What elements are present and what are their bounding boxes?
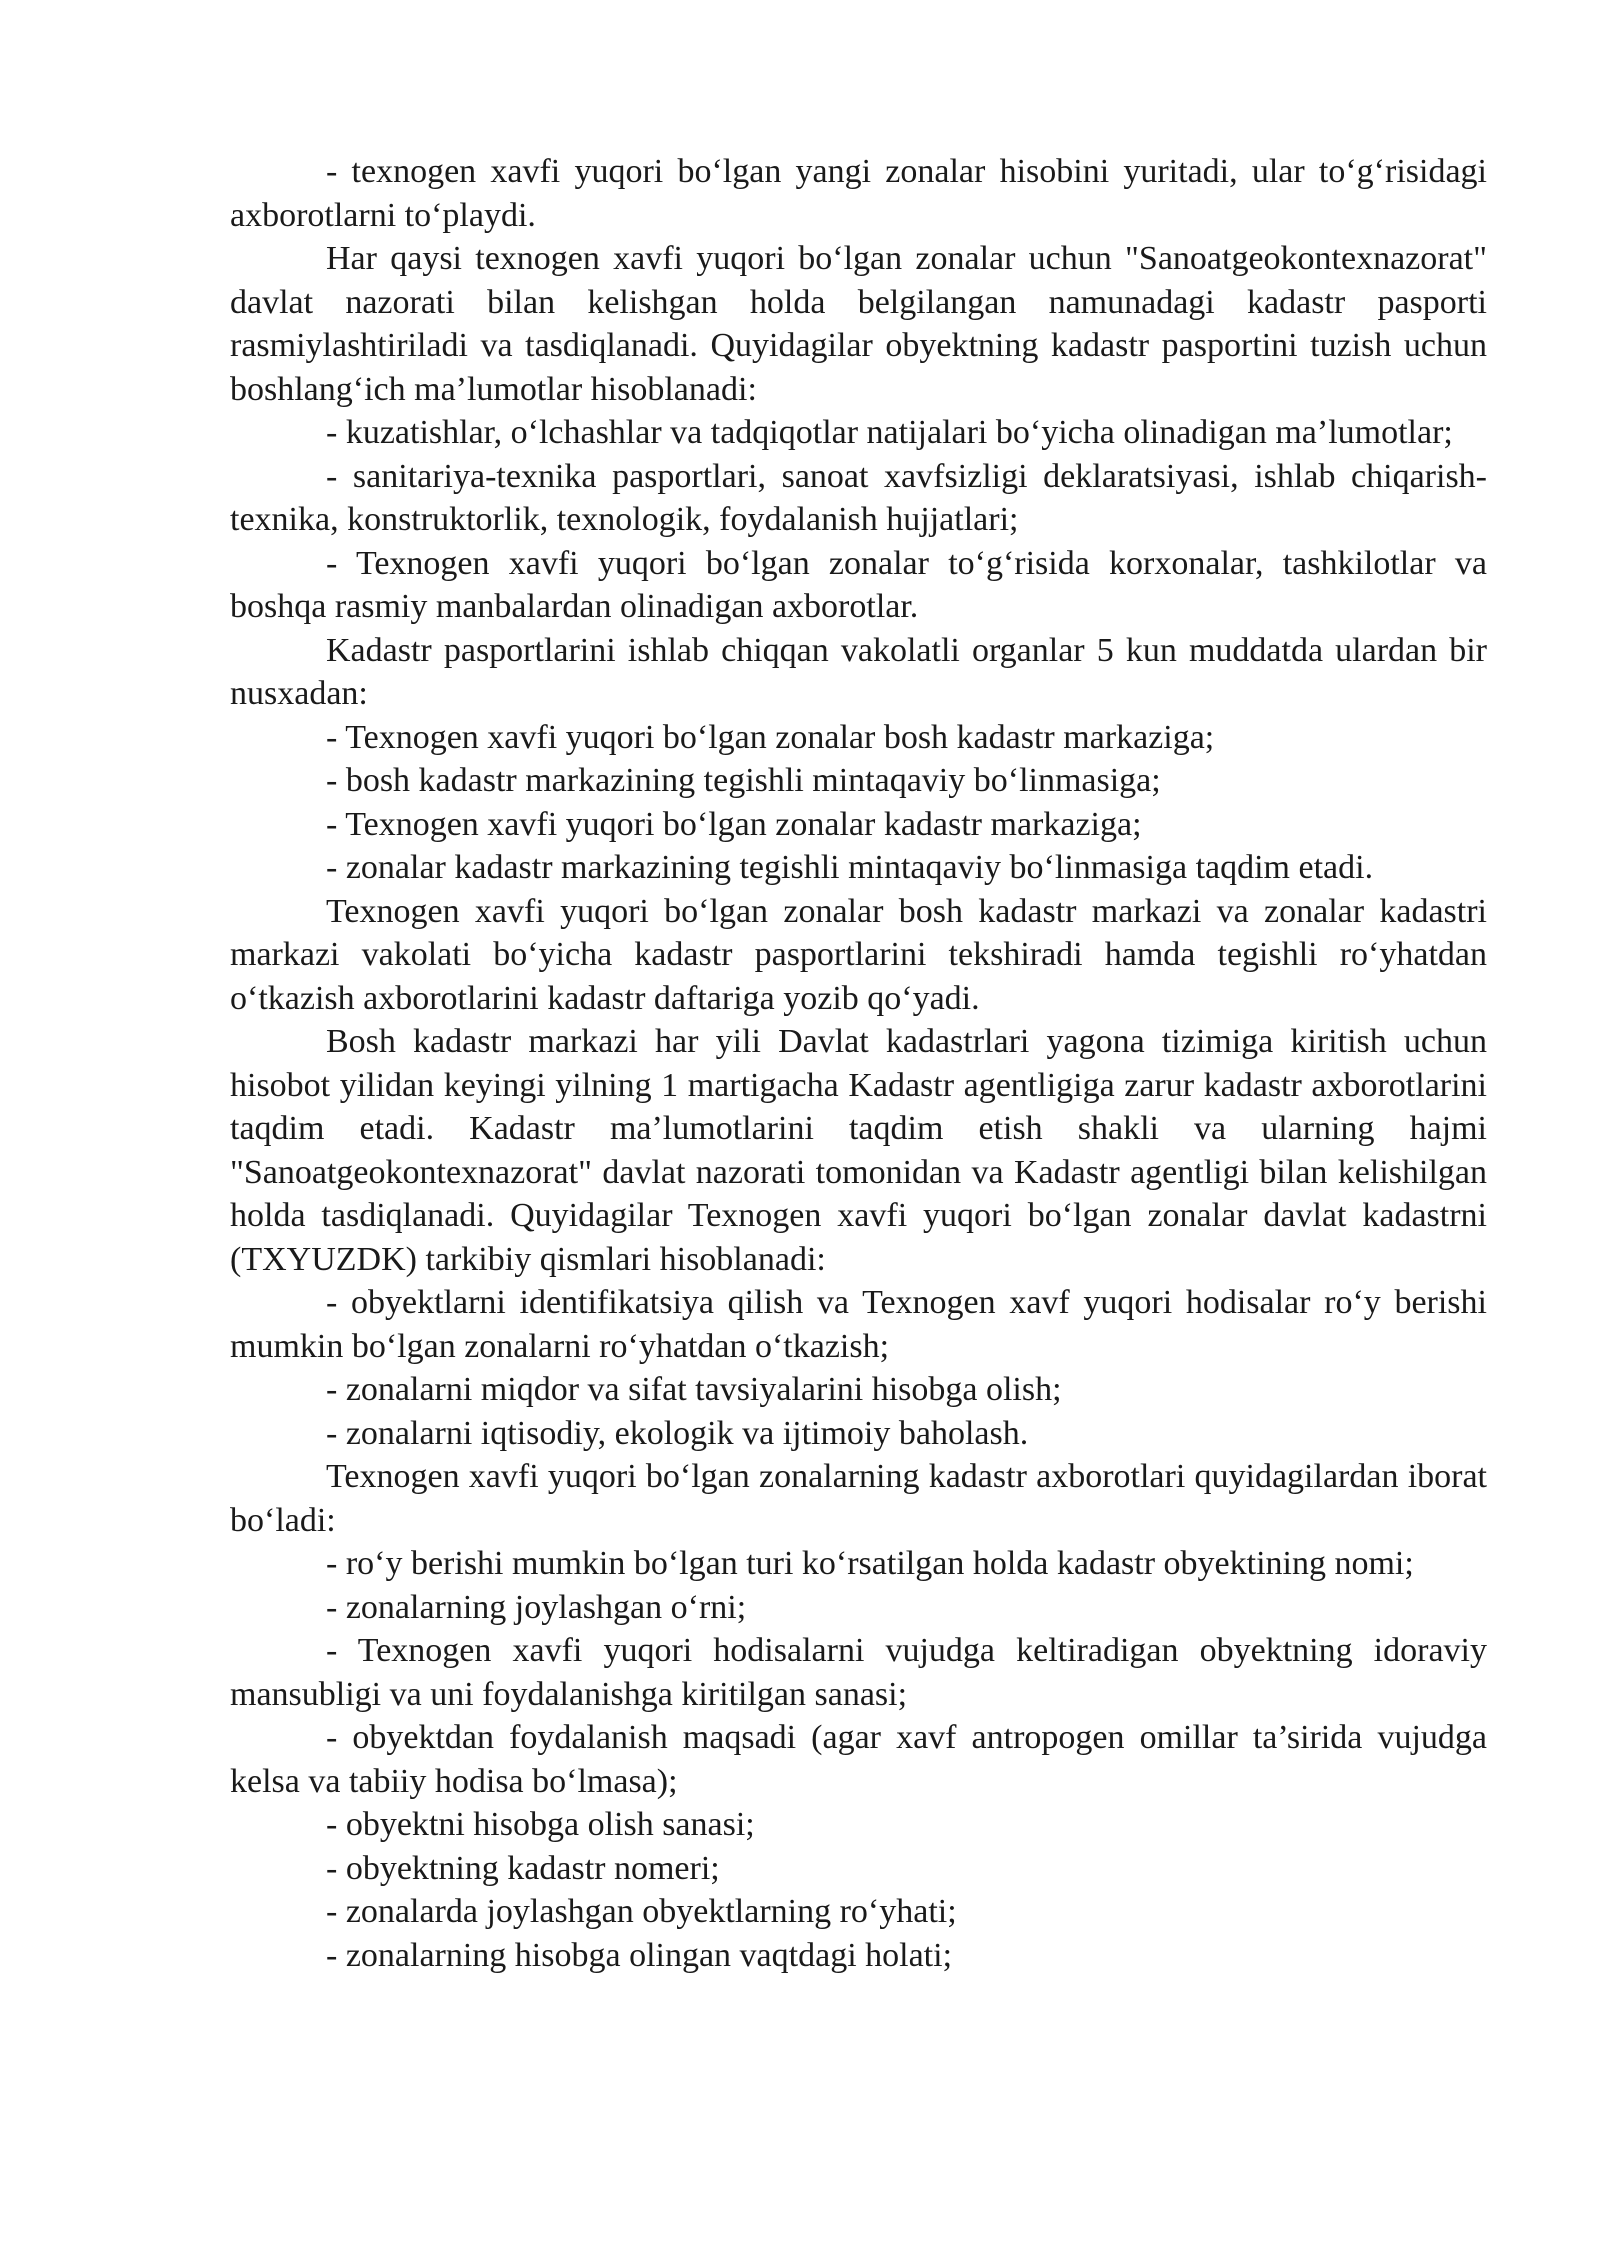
list-item: - zonalarda joylashgan obyektlarning ro‘yhati; — [326, 1893, 957, 1930]
paragraph: Texnogen xavfi yuqori bo‘lgan zonalarning kadastr axborotlari quyidagilardan iborat bo‘ladi: — [230, 1458, 1487, 1539]
list-item: - bosh kadastr markazining tegishli mintaqaviy bo‘linmasiga; — [326, 762, 1161, 799]
paragraph: - texnogen xavfi yuqori bo‘lgan yangi zonalar hisobini yuritadi, ular to‘g‘risidagi axborotlarni to‘playdi. — [230, 153, 1487, 234]
list-item: - zonalarni iqtisodiy, ekologik va ijtimoiy baholash. — [326, 1414, 1029, 1452]
list-item: - zonalarning hisobga olingan vaqtdagi holati; — [326, 1936, 953, 1974]
list-item: - Texnogen xavfi yuqori bo‘lgan zonalar bosh kadastr markaziga; — [326, 718, 1215, 756]
paragraph: Har qaysi texnogen xavfi yuqori bo‘lgan zonalar uchun "Sanoatgeokontexnazorat" davlat nazorati bilan kelishgan holda belgilangan namunadagi kadastr pasporti rasmiylashtiriladi va tasdiqlanadi. Quyidagilar obyektning kadastr pasportini tuzish uchun boshlang‘ich ma’lumotlar hisoblanadi: — [230, 240, 1487, 408]
paragraph: Texnogen xavfi yuqori bo‘lgan zonalar bosh kadastr markazi va zonalar kadastri markazi vakolati bo‘yicha kadastr pasportlarini tekshiradi hamda tegishli ro‘yhatdan o‘tkazish axborotlarini kadastr daftariga yozib qo‘yadi. — [230, 892, 1487, 1017]
paragraph: Bosh kadastr markazi har yili Davlat kadastrlari yagona tizimiga kiritish uchun hisobot yilidan keyingi yilning 1 martigacha Kadastr agentligiga zarur kadastr axborotlarini taqdim etadi. Kadastr ma’lumotlarini taqdim etish shakli va ularning hajmi "Sanoatgeokontexnazorat" davlat nazorati tomonidan va Kadastr agentligi bilan kelishilgan holda tasdiqlanadi. Quyidagilar Texnogen xavfi yuqori bo‘lgan zonalar davlat kadastrni (TXYUZDK) tarkibiy qismlari hisoblanadi: — [230, 1023, 1487, 1278]
list-item: - ro‘y berishi mumkin bo‘lgan turi ko‘rsatilgan holda kadastr obyektining nomi; — [326, 1545, 1414, 1582]
document-body — [230, 150, 1487, 1977]
list-item: - obyektdan foydalanish maqsadi (agar xavf antropogen omillar ta’sirida vujudga kelsa va tabiiy hodisa bo‘lmasa); — [230, 1719, 1487, 1800]
list-item: - zonalarning joylashgan o‘rni; — [326, 1588, 747, 1626]
paragraph: - Texnogen xavfi yuqori bo‘lgan zonalar to‘g‘risida korxonalar, tashkilotlar va boshqa rasmiy manbalardan olinadigan axborotlar. — [230, 544, 1487, 625]
list-item: - Texnogen xavfi yuqori bo‘lgan zonalar kadastr markaziga; — [326, 805, 1142, 843]
list-item: - obyektni hisobga olish sanasi; — [326, 1806, 755, 1843]
list-item: - obyektlarni identifikatsiya qilish va Texnogen xavf yuqori hodisalar ro‘y berishi mumkin bo‘lgan zonalarni ro‘yhatdan o‘tkazish; — [230, 1284, 1487, 1365]
list-item: - Texnogen xavfi yuqori hodisalarni vujudga keltiradigan obyektning idoraviy mansubligi va uni foydalanishga kiritilgan sanasi; — [230, 1632, 1487, 1713]
paragraph: - kuzatishlar, o‘lchashlar va tadqiqotlar natijalari bo‘yicha olinadigan ma’lumotlar; — [326, 414, 1453, 451]
list-item: - zonalarni miqdor va sifat tavsiyalarini hisobga olish; — [326, 1371, 1062, 1408]
paragraph: Kadastr pasportlarini ishlab chiqqan vakolatli organlar 5 kun muddatda ulardan bir nusxadan: — [230, 631, 1487, 712]
list-item: - zonalar kadastr markazining tegishli mintaqaviy bo‘linmasiga taqdim etadi. — [326, 849, 1374, 886]
list-item: - obyektning kadastr nomeri; — [326, 1849, 720, 1887]
paragraph: - sanitariya-texnika pasportlari, sanoat xavfsizligi deklaratsiyasi, ishlab chiqarish-texnika, konstruktorlik, texnologik, foydalanish hujjatlari; — [230, 457, 1487, 538]
